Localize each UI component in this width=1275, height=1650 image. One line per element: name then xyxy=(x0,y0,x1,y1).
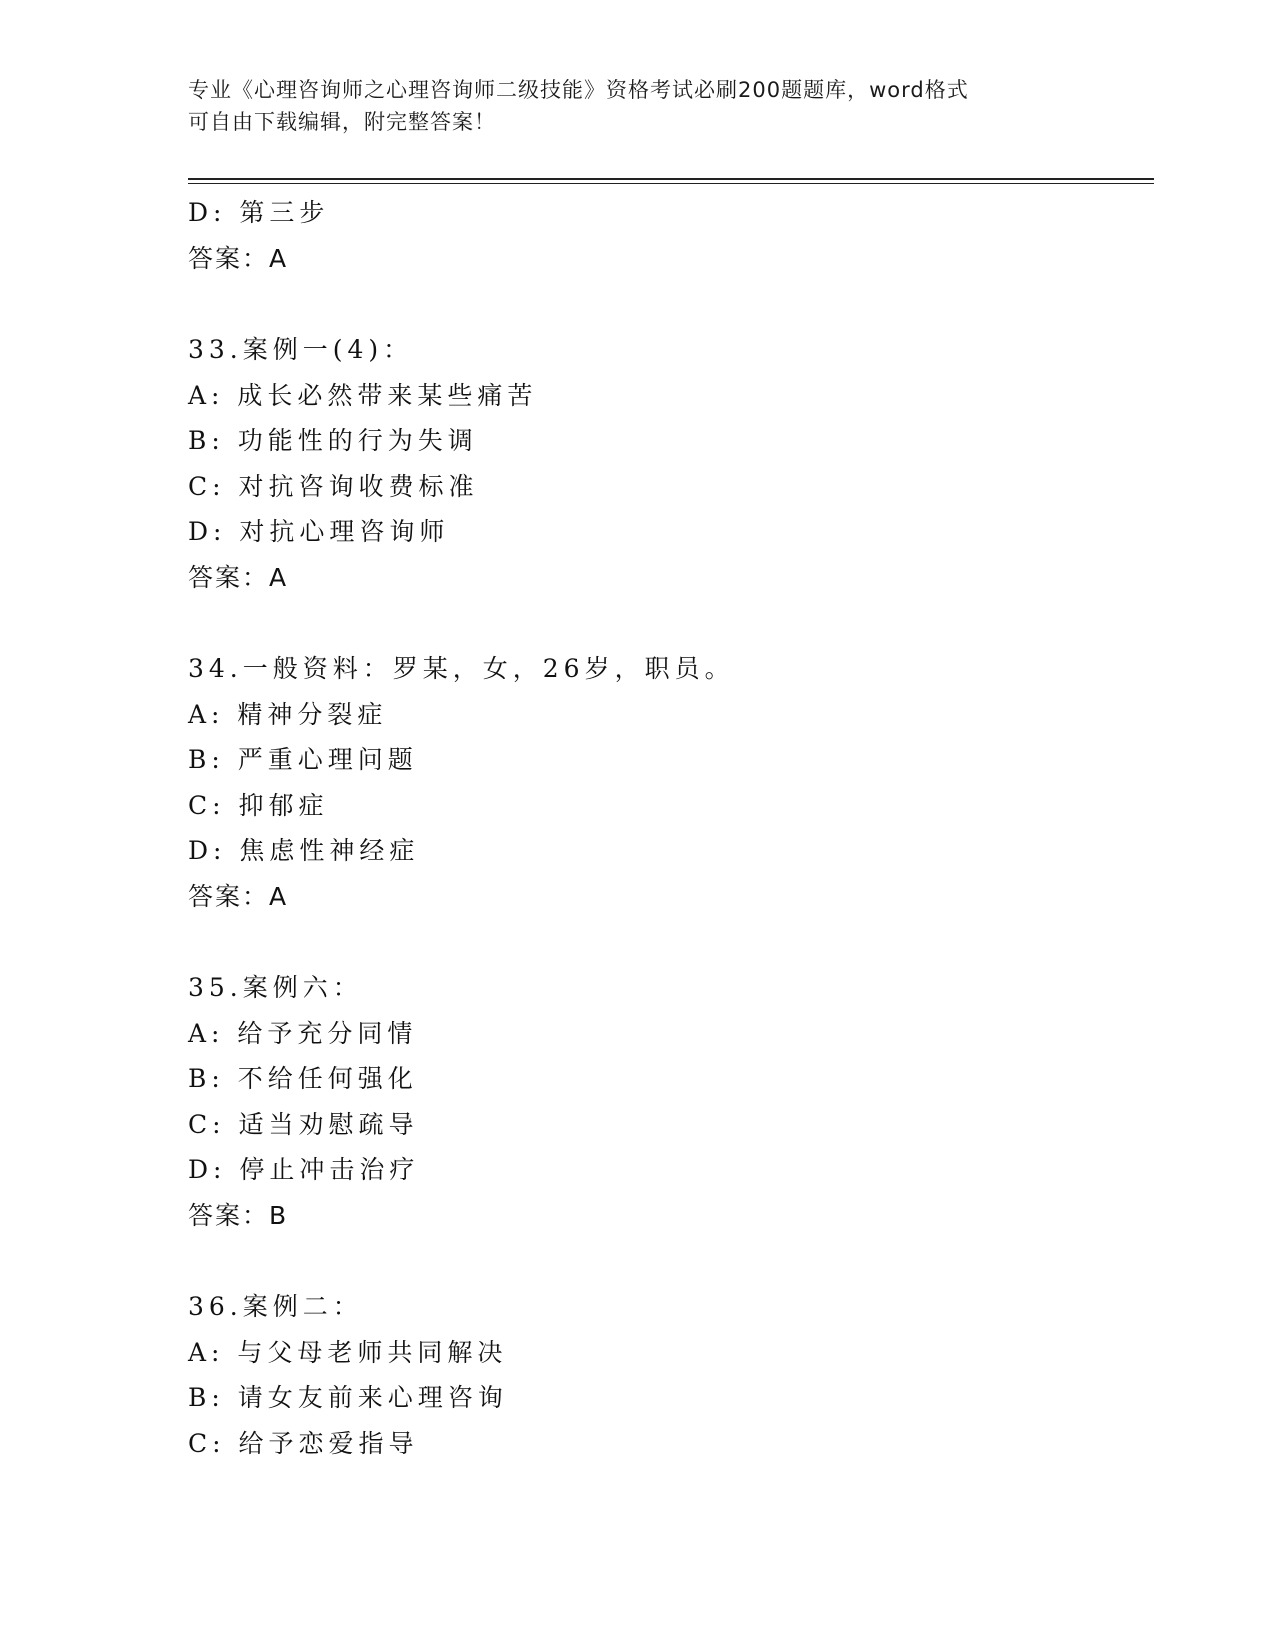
option-d: D: 第三步 xyxy=(188,198,330,227)
option-a: A: 给予充分同情 xyxy=(188,1018,418,1048)
answer-line: 答案：A xyxy=(188,243,289,273)
option-d: D: 对抗心理咨询师 xyxy=(188,517,450,546)
option-b: B: 请女友前来心理咨询 xyxy=(188,1383,508,1412)
option-a: A: 成长必然带来某些痛苦 xyxy=(188,380,538,410)
option-a: A: 精神分裂症 xyxy=(188,699,388,729)
question-title: 36.案例二： xyxy=(188,1292,363,1321)
option-d: D: 焦虑性神经症 xyxy=(188,836,420,865)
header-line-1: 专业《心理咨询师之心理咨询师二级技能》资格考试必刷200题题库，word格式 xyxy=(188,78,969,102)
answer-line: 答案：A xyxy=(188,562,289,592)
question-title: 33.案例一(4)： xyxy=(188,335,414,364)
header-rule-thin xyxy=(188,183,1154,184)
option-c: C: 抑郁症 xyxy=(188,790,329,820)
question-title: 35.案例六： xyxy=(188,973,363,1002)
answer-line: 答案：A xyxy=(188,881,289,911)
question-33 xyxy=(188,327,1148,600)
option-d: D: 停止冲击治疗 xyxy=(188,1155,420,1184)
option-b: B: 不给任何强化 xyxy=(188,1064,418,1093)
document-header xyxy=(188,74,1088,138)
option-b: B: 功能性的行为失调 xyxy=(188,426,478,455)
option-b: B: 严重心理问题 xyxy=(188,745,418,774)
option-c: C: 适当劝慰疏导 xyxy=(188,1109,419,1139)
option-c: C: 对抗咨询收费标准 xyxy=(188,471,479,501)
option-a: A: 与父母老师共同解决 xyxy=(188,1337,508,1367)
question-36 xyxy=(188,1284,1148,1466)
question-35 xyxy=(188,965,1148,1238)
question-list xyxy=(188,190,1148,1466)
question-fragment xyxy=(188,190,1148,281)
question-title: 34.一般资料：罗某，女，26岁，职员。 xyxy=(188,654,735,683)
question-34 xyxy=(188,646,1148,919)
answer-line: 答案：B xyxy=(188,1200,289,1230)
header-rule-thick xyxy=(188,178,1154,180)
option-c: C: 给予恋爱指导 xyxy=(188,1428,419,1458)
header-line-2: 可自由下载编辑，附完整答案！ xyxy=(188,110,496,134)
